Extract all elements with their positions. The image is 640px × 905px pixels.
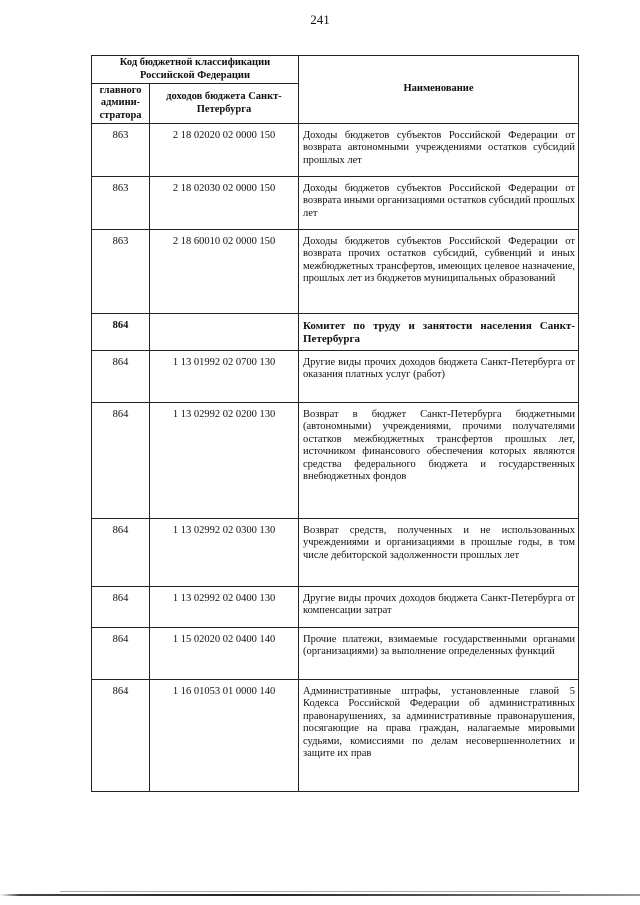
table-row bbox=[92, 587, 579, 628]
header-classification-group: Код бюджетной классификации Российской Федерации bbox=[92, 56, 299, 84]
budget-classification-table bbox=[91, 55, 579, 792]
income-code-cell: 2 18 02030 02 0000 150 bbox=[150, 177, 299, 230]
admin-code-cell: 863 bbox=[92, 177, 150, 230]
income-code-cell: 1 13 01992 02 0700 130 bbox=[150, 351, 299, 403]
table-row bbox=[92, 351, 579, 403]
table-row bbox=[92, 680, 579, 792]
admin-code-cell: 864 bbox=[92, 314, 150, 351]
income-code-cell: 1 16 01053 01 0000 140 bbox=[150, 680, 299, 792]
income-code-cell: 2 18 60010 02 0000 150 bbox=[150, 230, 299, 314]
income-code-cell: 1 13 02992 02 0300 130 bbox=[150, 519, 299, 587]
income-name-cell: Возврат средств, полученных и не использованных учреждениями и организациями в прошлые годы, в том числе дебиторской задолженности прошлых лет bbox=[299, 519, 579, 587]
table-row bbox=[92, 519, 579, 587]
header-name: Наименование bbox=[299, 56, 579, 124]
income-name-cell: Доходы бюджетов субъектов Российской Федерации от возврата автономными учреждениями остатков субсидий прошлых лет bbox=[299, 124, 579, 177]
admin-code-cell: 864 bbox=[92, 587, 150, 628]
table-row bbox=[92, 314, 579, 351]
admin-code-cell: 864 bbox=[92, 403, 150, 519]
admin-code-cell: 864 bbox=[92, 351, 150, 403]
income-name-cell: Административные штрафы, установленные главой 5 Кодекса Российской Федерации об административных правонарушениях, за административные правонарушения, посягающие на права граждан, налагаемые мировыми судьями, комиссиями по делам несовершеннолетних и защите их прав bbox=[299, 680, 579, 792]
income-name-cell: Другие виды прочих доходов бюджета Санкт-Петербурга от оказания платных услуг (работ) bbox=[299, 351, 579, 403]
income-code-cell: 1 13 02992 02 0400 130 bbox=[150, 587, 299, 628]
scan-edge-line bbox=[60, 891, 560, 892]
header-admin: главного админи-стратора bbox=[92, 84, 150, 124]
income-code-cell: 1 15 02020 02 0400 140 bbox=[150, 628, 299, 680]
table-row bbox=[92, 403, 579, 519]
admin-code-cell: 863 bbox=[92, 230, 150, 314]
table-row bbox=[92, 230, 579, 314]
admin-code-cell: 864 bbox=[92, 628, 150, 680]
scan-edge bbox=[0, 894, 640, 896]
admin-code-cell: 864 bbox=[92, 680, 150, 792]
income-name-cell: Возврат в бюджет Санкт-Петербурга бюджетными (автономными) учреждениями, прочими получателями остатков межбюджетных трансфертов прошлых лет, источником финансового обеспечения которых являются средства федерального бюджета и государственных внебюджетных фондов bbox=[299, 403, 579, 519]
income-name-cell: Комитет по труду и занятости населения Санкт-Петербурга bbox=[299, 314, 579, 351]
income-name-cell: Доходы бюджетов субъектов Российской Федерации от возврата прочих остатков субсидий, субвенций и иных межбюджетных трансфертов, имеющих целевое назначение, прошлых лет из бюджетов муниципальных образований bbox=[299, 230, 579, 314]
income-code-cell bbox=[150, 314, 299, 351]
income-code-cell: 1 13 02992 02 0200 130 bbox=[150, 403, 299, 519]
admin-code-cell: 863 bbox=[92, 124, 150, 177]
income-name-cell: Прочие платежи, взимаемые государственными органами (организациями) за выполнение определенных функций bbox=[299, 628, 579, 680]
table-row bbox=[92, 628, 579, 680]
income-name-cell: Доходы бюджетов субъектов Российской Федерации от возврата иными организациями остатков субсидий прошлых лет bbox=[299, 177, 579, 230]
header-income: доходов бюджета Санкт-Петербурга bbox=[150, 84, 299, 124]
table-row bbox=[92, 177, 579, 230]
income-code-cell: 2 18 02020 02 0000 150 bbox=[150, 124, 299, 177]
page-number: 241 bbox=[310, 12, 330, 27]
income-name-cell: Другие виды прочих доходов бюджета Санкт-Петербурга от компенсации затрат bbox=[299, 587, 579, 628]
admin-code-cell: 864 bbox=[92, 519, 150, 587]
table-row bbox=[92, 124, 579, 177]
